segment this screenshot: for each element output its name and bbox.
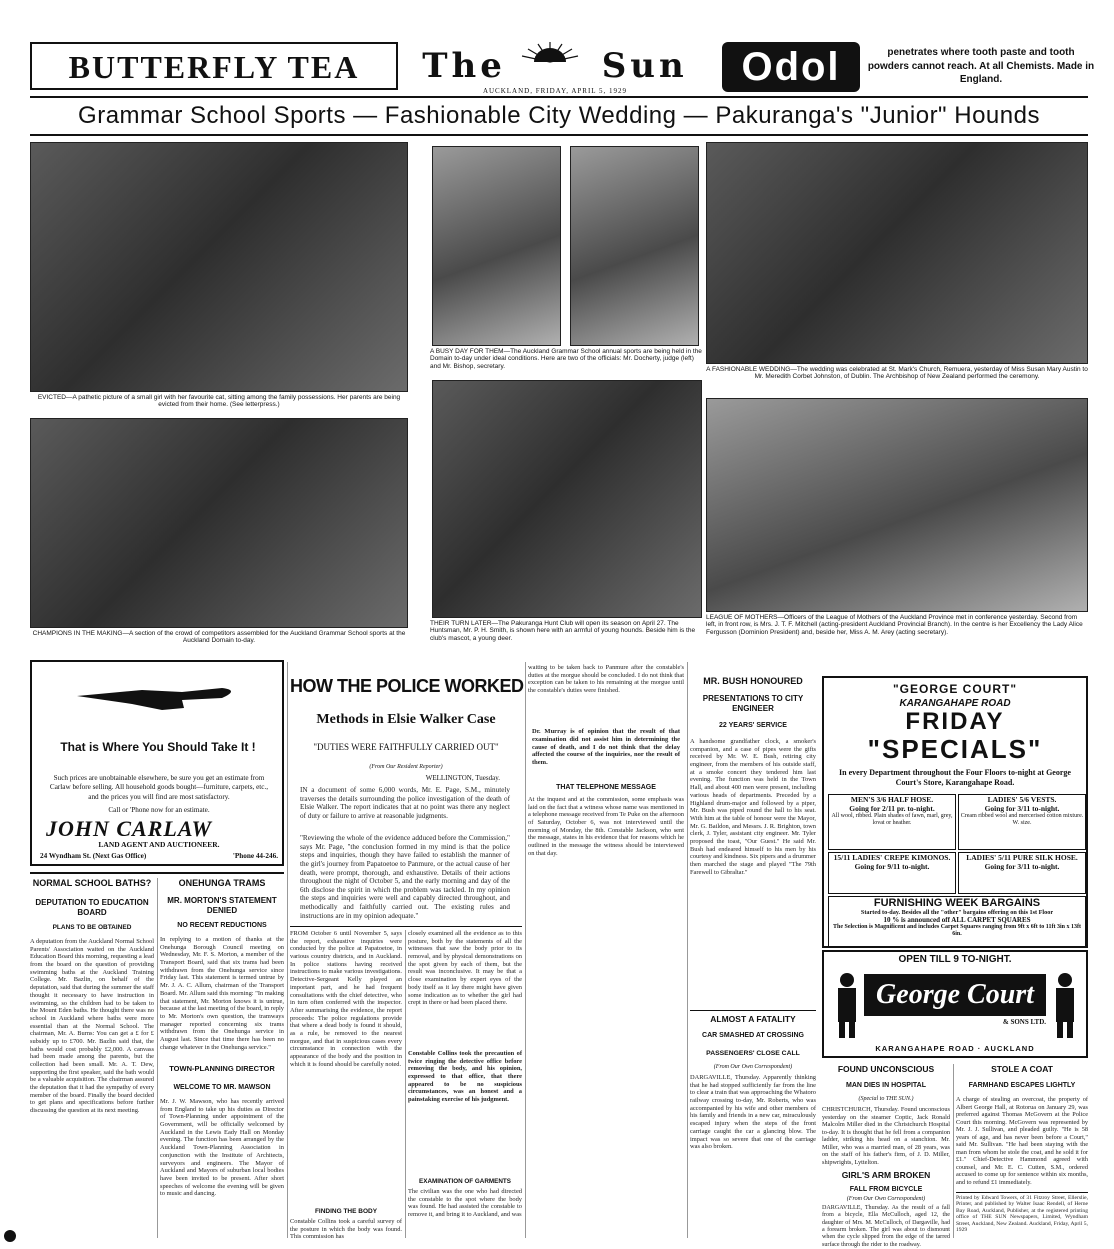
bush-body: A handsome grandfather clock, a smoker's companion, and a case of pipes were the gifts received by Mr. W. E. Bush, retiring city engineer, from the members of his outside staff, at a smoke concert they tendered him last evening. The function was held in the Town Hall, and about 400 men were present, including various heads of departments. Preceded by a Highland drum-major and followed by a piper, Mr. Bush was piped round the hall to his seat. With him at the table of honour were the Mayor, Mr. G. Baildon, and Messrs. J. R. Brighton, town clerk, J. Tyler, assistant city engineer. Mr. Tyler proposed the toast, "Our Guest." He said Mr. Bush had endeared himself to his men by his courtesy and kindness. Six pipers and a drummer then marched the stage and played "The 79th Farewell to Gibraltar."	[690, 738, 816, 876]
gc-road: KARANGAHAPE ROAD	[899, 698, 1011, 709]
carlaw-ad	[30, 660, 284, 866]
onehunga-headline: ONEHUNGA TRAMS	[178, 878, 266, 888]
gc-item-1-price: Going for 2/11 pr. to-night.	[849, 804, 935, 813]
police-quote: "Reviewing the whole of the evidence adduced before the Commission," says Mr. Page, "the conclusion formed in my mind is that the police steps and inquiries, though they have failed to establish the manner of the girl's journey from Papatoetoe to Panmure, or the actual cause of her death, were prompt, thorough, and exhaustive. Details of their actions throughout the night of October 5, and the early morning and day of the 6th disclose the spirit in which the problem was tackled. In my opinion the steps and inquiries were well and capably directed throughout, and methodically and faithfully carried out. The existing rules and instructions are in my opinion adequate."	[300, 834, 510, 920]
onehunga-body: In replying to a motion of thanks at the Onehunga Borough Council meeting on Wednesday, Mr. F. S. Morton, a member of the Transport Board, said that six trams had been withdrawn from the Onehunga service since Friday last. This statement is termed untrue by Mr. J. A. C. Allum, chairman of the Transport Board. Mr. Allum said this morning: "In making that statement, Mr. Morton knows it is untrue, because at the last meeting of the board, in reply to Mr. Morton's own question, the tramways manager reported concerning six trams withdrawn from the Onehunga service in August last. Since that time there has been no change whatever in the Onehunga service."	[160, 936, 284, 1051]
col-divider-5	[687, 662, 688, 1238]
carlaw-headline: That is Where You Should Take It !	[60, 740, 256, 754]
police-headline: HOW THE POLICE WORKED	[290, 676, 524, 696]
odol-ad-text: penetrates where tooth paste and tooth powders cannot reach. At all Chemists. Made in England.	[867, 47, 1095, 85]
gc-intro: In every Department throughout the Four Floors to-night at George Court's Store, Karangahape Road.	[839, 768, 1071, 787]
collins-para: Constable Collins took the precaution of twice ringing the detective office before removing the body, and his opinion, expressed to that office, that there appeared to be no suspicious circumstances, was an honest and a painstaking exercise of his judgment.	[408, 1050, 522, 1104]
fatality-byline: (From Our Own Correspondent)	[713, 1064, 793, 1070]
gc-item-4-title: LADIES' 5/11 PURE SILK HOSE.	[966, 853, 1078, 862]
gc-title: "GEORGE COURT"	[892, 682, 1018, 696]
normal-school-sub: PLANS TO BE OBTAINED	[52, 924, 132, 931]
mawson-body: Mr. J. W. Mawson, who has recently arrived from England to take up his duties as Director of Town-Planning under appointment of the Government, will be officially welcomed by Auckland in the Lewis Eady Hall on Monday evening. The function has been arranged by the Auckland Town-Planning Association in conjunction with the Institute of Architects, surveyors and engineers. The Mayor of Auckland and Mayors of suburban local bodies have been invited to be present. After short speeches of welcome the evening will be given to music and dancing.	[160, 1098, 284, 1198]
girl-byline: (From Our Own Correspondent)	[846, 1196, 926, 1202]
gc-item-1-title: MEN'S 3/6 HALF HOSE.	[850, 795, 934, 804]
gc-item-2	[958, 794, 1086, 850]
police-col3b: At the inquest and at the commission, some emphasis was laid on the fact that a witness whose name was mentioned in a telephone message received from Te Puke on the afternoon of Saturday, October 6, was not interviewed until the morning of Monday, the 8th. Constable Jackson, who sent the message, states in his evidence that for reasons which he outlined in the message the witness should be interviewed on that day.	[528, 796, 684, 857]
wedding-photo	[706, 142, 1088, 364]
finding-body-text: Constable Collins took a careful survey of the posture in which the body was found. This commission has	[290, 1218, 402, 1241]
champions-photo	[30, 418, 408, 628]
george-court-logo-box	[822, 950, 1088, 1058]
evicted-caption: EVICTED—A pathetic picture of a small girl with her favourite cat, sitting among the family possessions. Her parents are being evicted from their home. (See letterpress.)	[37, 394, 401, 409]
unconscious-byline: (Special to THE SUN.)	[858, 1096, 914, 1102]
gc-item-3	[828, 852, 956, 894]
murray-callout: Dr. Murray is of opinion that the result of that examination did not assist him in determining the cause of death, and I do not think that the delay affected the course of the inquiries, nor the result of them.	[532, 728, 680, 767]
mawson-headline: TOWN-PLANNING DIRECTOR	[169, 1064, 275, 1073]
hounds-caption: THEIR TURN LATER—The Pakuranga Hunt Club will open its season on April 27. The Huntsman, Mr. P. H. Smith, is shown here with an armful of young hounds. Beside him is the club's mascot, a young deer.	[430, 620, 696, 642]
registration-mark-icon	[4, 1230, 16, 1242]
bush-deck: PRESENTATIONS TO CITY ENGINEER	[702, 694, 804, 713]
col-divider-3	[405, 930, 406, 1238]
coat-headline: STOLE A COAT	[991, 1064, 1053, 1074]
gc-furnish-3: The Selection is Magnificent and includes Carpet Squares ranging from 9ft x 6ft to 11ft 3in x 13ft 6in.	[833, 924, 1081, 937]
gc-item-1	[828, 794, 956, 850]
doorman-icon	[830, 970, 864, 1040]
carlaw-name: JOHN CARLAW	[46, 816, 213, 841]
normal-school-deck: DEPUTATION TO EDUCATION BOARD	[35, 898, 149, 917]
mawson-sub: WELCOME TO MR. MAWSON	[173, 1084, 271, 1091]
carlaw-phone: 'Phone 44-246.	[232, 852, 278, 860]
police-byline: (From Our Resident Reporter)	[369, 764, 443, 770]
gc-item-2-price: Going for 3/11 to-night.	[984, 804, 1060, 813]
telephone-head: THAT TELEPHONE MESSAGE	[556, 784, 656, 791]
unconscious-headline: FOUND UNCONSCIOUS	[837, 1064, 935, 1074]
evicted-photo	[30, 142, 408, 392]
normal-school-body: A deputation from the Auckland Normal School Parents' Association waited on the Auckland Education Board this morning, requesting a lead from the board on the question of providing swimming baths at the Auckland Training College. Mr. Bazlin, on behalf of the deputation, said that during the summer the staff thought it necessary to have instruction in swimming, so the children had to be taken to the Mount Eden baths. He thought there was no school in Auckland where baths were more essential than at the Normal School. The chairman, Mr. A. Burns: You can get a £ for £ subsidy up to £700. Mr. Bazlin said that, the baths would cost probably £2,000. A canvass had been made among the parents, but the collection had been small. Mr. A. T. Dew, supporting the first speaker, said the bath would be a valuable acquisition. The chairman assured the deputation that it had the sympathy of every member of the board. Finally the board decided to get plans and specifications before further discussing the question at its next meeting.	[30, 938, 154, 1115]
gc-address: KARANGAHAPE ROAD · AUCKLAND	[875, 1044, 1035, 1053]
girl-sub: FALL FROM BICYCLE	[849, 1186, 923, 1193]
george-court-ad	[822, 676, 1088, 948]
gc-furnish-1: Started to-day. Besides all the "other" bargains offering on this 1st Floor	[860, 909, 1054, 916]
newspaper-title: The Sun	[422, 46, 688, 86]
gc-furnish-2: 10 % is announced off ALL CARPET SQUARES	[883, 916, 1031, 924]
onehunga-deck: MR. MORTON'S STATEMENT DENIED	[167, 896, 277, 915]
carlaw-body: Such prices are unobtainable elsewhere, be sure you get an estimate from Carlaw before selling. All household goods bought—furniture, carpets, etc., and the prices you will find are most satisfactory.	[49, 774, 269, 801]
normal-school-headline: NORMAL SCHOOL BATHS?	[32, 878, 152, 888]
gc-item-4-price: Going for 3/11 to-night.	[984, 862, 1060, 871]
fatality-headline: ALMOST A FATALITY	[710, 1014, 796, 1024]
banner-rule	[30, 134, 1088, 136]
coat-body: A charge of stealing an overcoat, the property of Albert George Hall, at Rotorua on January 29, was preferred against Thomas McGovern at the Police Court this morning. McGovern was represented by Mr. J. J. Sullivan, and pleaded guilty. "He is 58 years of age, and has never been before a Court," said Mr. Sullivan. "He had been staying with the man from whom he stole the coat, and he sold it for £1." Chief-Detective Hammond agreed with counsel, and Mr. E. C. Cutten, S.M., ordered accused to come up for sentence within six months, and to refund £1 immediately.	[956, 1096, 1088, 1187]
carlaw-role: LAND AGENT AND AUCTIONEER.	[98, 840, 220, 849]
unconscious-body: CHRISTCHURCH, Thursday. Found unconscious yesterday on the steamer Coptic, Jack Ronald Malcolm Miller died in the Christchurch Hospital to-day. It is thought that he fell from a companion ladder, striking his head on a stanchion. Mr. Miller, who was a married man, of 28 years, was on the staff of his father's firm, of J. D. Miller, shipwrights, Lyttelton.	[822, 1106, 950, 1166]
police-col3: waiting to be taken back to Panmure after the constable's duties at the morgue should be concluded. I do not think that exception can be taken to his remaining at the morgue until the constable's duties were finished.	[528, 664, 684, 695]
gc-friday: FRIDAY	[905, 708, 1005, 735]
gc-logo-sub: & SONS LTD.	[1002, 1018, 1046, 1026]
police-dateline: WELLINGTON, Tuesday.	[425, 774, 500, 782]
dateline: AUCKLAND, FRIDAY, APRIL 5, 1929	[482, 87, 628, 95]
hounds-photo	[432, 380, 702, 618]
coat-sub: FARMHAND ESCAPES LIGHTLY	[968, 1082, 1076, 1089]
masthead-rule	[30, 96, 1088, 98]
police-rule	[290, 926, 522, 927]
col-divider-2	[287, 662, 288, 1238]
exam-text: The civilian was the one who had directed the constable to the spot where the body was found. He had assisted the constable to remove it, and bring it to Auckland, and was	[408, 1188, 522, 1219]
finding-body-head: FINDING THE BODY	[314, 1208, 378, 1215]
police-lead: IN a document of some 6,000 words, Mr. E. Page, S.M., minutely traverses the details surrounding the police investigation of the death of Elsie Walker. The report indicates that at no point was there any neglect of duty or failure to arrive at reasonable judgments.	[300, 786, 510, 820]
gc-item-3-price: Going for 9/11 to-night.	[854, 862, 930, 871]
bush-headline: MR. BUSH HONOURED	[703, 676, 803, 686]
fatality-deck: CAR SMASHED AT CROSSING	[702, 1032, 804, 1039]
gc-item-2-title: LADIES' 5/6 VESTS.	[987, 795, 1057, 804]
docherty-photo	[432, 146, 561, 346]
gc-open: OPEN TILL 9 TO-NIGHT.	[898, 954, 1012, 965]
gc-item-1-desc: All wool, ribbed. Plain shades of fawn, marl, grey, lovat or heather.	[831, 813, 953, 826]
wedding-caption: A FASHIONABLE WEDDING—The wedding was celebrated at St. Mark's Church, Remuera, yesterday of Miss Susan Mary Austin to Mr. Meredith Corbet Johnston, of Dublin. The Archbishop of New Zealand performed the ceremony.	[706, 366, 1088, 381]
bush-years: 22 YEARS' SERVICE	[719, 722, 787, 729]
gc-item-4	[958, 852, 1086, 894]
exam-head: EXAMINATION OF GARMENTS	[419, 1178, 511, 1185]
onehunga-sub: NO RECENT REDUCTIONS	[177, 922, 267, 929]
mothers-photo	[706, 398, 1088, 612]
girl-headline: GIRL'S ARM BROKEN	[841, 1170, 931, 1180]
col-divider-6	[953, 1064, 954, 1238]
col-divider-4	[525, 662, 526, 1238]
police-subhead: Methods in Elsie Walker Case	[316, 712, 496, 727]
girl-body: DARGAVILLE, Thursday. As the result of a fall from a bicycle, Ella McCulloch, aged 12, the daughter of Mrs. M. McCulloch, of Dargaville, had a forearm broken. The girl was about to dismount when the cycle slipped from the edge of the tarred surface through the rider to the roadway.	[822, 1205, 950, 1248]
gc-item-2-desc: Cream ribbed wool and mercerised cotton mixture. W. size.	[960, 813, 1084, 826]
carlaw-address: 24 Wyndham St. (Next Gas Office)	[40, 852, 147, 860]
imprint-rule	[956, 1192, 1088, 1193]
col-divider-1	[157, 878, 158, 1238]
gc-item-3-title: 15/11 LADIES' CREPE KIMONOS.	[833, 853, 951, 862]
gc-furnish-box	[828, 896, 1086, 948]
odol-brand: Odol	[741, 45, 841, 89]
carlaw-rule	[30, 872, 284, 874]
police-col1: FROM October 6 until November 5, says the report, exhaustive inquiries were conducted by the police at Papatoetoe, in various country districts, and in Auckland. In police stations having received instructions to make various investigations. Detective-Sergeant Kelly played an important part, and he had frequent consultations with the chief detective, who in turn often conferred with the inspector. After summarising the evidence, the report proceeds: The police regulations provide that where a dead body is found it should, as a rule, be removed to the nearest morgue, and that in suspicious cases every circumstance in connection with the appearance of the body and the position in which it is found should be carefully noted.	[290, 930, 402, 1068]
police-col2: closely examined all the evidence as to this posture, both by the statements of all the witnesses that saw the body prior to its removal, and by physical demonstrations on the spot given by each of them, but the result was inconclusive. It may be that a close examination by expert eyes of the body itself as it lay there might have given some indication as to whether the girl had crept in there or had been placed there.	[408, 930, 522, 1007]
police-deck: "DUTIES WERE FAITHFULLY CARRIED OUT"	[313, 742, 499, 752]
fatality-body: DARGAVILLE, Thursday. Apparently thinking that he had stopped sufficiently far from the line to clear a train that was approaching the Whatoro railway crossing to-day, Mr. Roberts, who was accompanied by his wife and other members of his family and friends in a new car, miraculously escaped injury when the steps of the front carriage caught the car a glancing blow. The impact was so severe that one of the carriage was also broken.	[690, 1074, 816, 1151]
unconscious-sub: MAN DIES IN HOSPITAL	[846, 1082, 926, 1089]
butterfly-tea-ad	[30, 42, 398, 90]
butterfly-tea-text: BUTTERFLY TEA	[68, 49, 360, 85]
bush-rule	[690, 1010, 816, 1011]
doorman-icon-right	[1048, 970, 1082, 1040]
champions-caption: CHAMPIONS IN THE MAKING—A section of the crowd of competitors assembled for the Auckland Grammar School sports at the Auckland Domain to-day.	[32, 630, 406, 645]
imprint: Printed by Edward Towers, of 31 Fitzroy Street, Ellerslie, Printer, and published by Walter Isaac Rendell, of Herne Bay Road, Auckland, Publisher, at the registered printing office of THE SUN Newspapers, Limited, Wyndham Street, Auckland, New Zealand. Auckland, Friday, April 5, 1929	[956, 1195, 1088, 1234]
mothers-caption: LEAGUE OF MOTHERS—Officers of the League of Mothers of the Auckland Province met in conference yesterday. Second from left, in front row, is Mrs. J. T. F. Mitchell (acting-president Auckland Provincial Branch). In the centre is her Excellency the Lady Alice Fergusson (Dominion President) and, beside her, Miss A. M. Arey (acting secretary).	[706, 614, 1083, 636]
carlaw-callout: Call or 'Phone now for an estimate.	[108, 806, 210, 814]
bishop-photo	[570, 146, 699, 346]
gc-furnish-head: FURNISHING WEEK BARGAINS	[873, 897, 1041, 909]
gc-logo: George Court	[864, 974, 1046, 1016]
busy-day-caption: A BUSY DAY FOR THEM—The Auckland Grammar School annual sports are being held in the Domain to-day under ideal conditions. Here are two of the officials: Mr. Docherty, judge (left) and Mr. Bishop, secretary.	[430, 348, 702, 370]
gc-specials: "SPECIALS"	[867, 734, 1043, 764]
odol-ad-logo	[722, 42, 860, 92]
pointing-hand-icon	[72, 676, 242, 716]
fatality-sub: PASSENGERS' CLOSE CALL	[706, 1050, 800, 1057]
banner-headline: Grammar School Sports — Fashionable City Wedding — Pakuranga's "Junior" Hounds	[78, 102, 1040, 129]
